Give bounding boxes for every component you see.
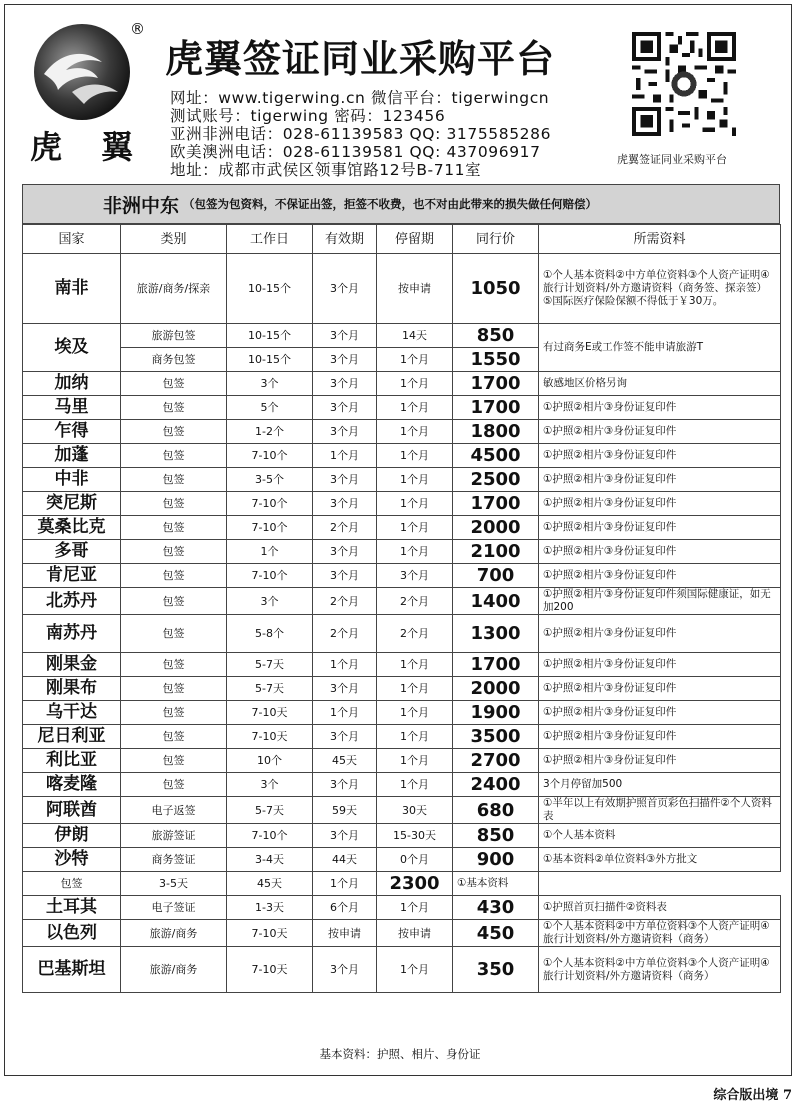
price-cell: 900 [453, 848, 539, 872]
price-cell: 350 [453, 947, 539, 993]
country-cell: 利比亚 [23, 749, 121, 773]
price-cell: 2400 [453, 773, 539, 797]
required-docs-cell: ①护照②相片③身份证复印件 [539, 653, 781, 677]
table-row [23, 444, 781, 468]
workdays-cell: 10-15个 [227, 254, 313, 324]
table-row [23, 372, 781, 396]
column-header: 同行价 [453, 225, 539, 254]
table-row [23, 701, 781, 725]
europe-america-phone-line: 欧美澳洲电话：028-61139581 QQ: 437096917 [170, 143, 541, 161]
country-cell: 喀麦隆 [23, 773, 121, 797]
workdays-cell: 1-3天 [227, 896, 313, 920]
validity-cell: 3个月 [313, 420, 377, 444]
asia-africa-phone-line: 亚洲非洲电话：028-61139583 QQ: 3175585286 [170, 125, 552, 143]
workdays-cell: 10个 [227, 749, 313, 773]
column-header: 所需资料 [539, 225, 781, 254]
table-row [23, 797, 781, 824]
visa-type-cell: 旅游/商务/探亲 [121, 254, 227, 324]
visa-type-cell: 包签 [121, 588, 227, 615]
country-cell: 以色列 [23, 920, 121, 947]
price-cell: 2000 [453, 677, 539, 701]
required-docs-cell: 敏感地区价格另询 [539, 372, 781, 396]
required-docs-cell: ①护照②相片③身份证复印件 [539, 564, 781, 588]
country-cell: 肯尼亚 [23, 564, 121, 588]
country-cell: 马里 [23, 396, 121, 420]
visa-price-table [22, 224, 781, 993]
required-docs-cell: ①个人基本资料②中方单位资料③个人资产证明④旅行计划资料/外方邀请资料（商务签、探亲签）⑤国际医疗保险保额不得低于￥30万。 [539, 254, 781, 324]
stay-cell: 1个月 [377, 701, 453, 725]
visa-type-cell: 包签 [121, 492, 227, 516]
required-docs-cell: ①护照②相片③身份证复印件 [539, 540, 781, 564]
required-docs-cell: ①个人基本资料②中方单位资料③个人资产证明④旅行计划资料/外方邀请资料（商务） [539, 920, 781, 947]
stay-cell: 2个月 [377, 588, 453, 615]
section-header [22, 184, 780, 224]
stay-cell: 1个月 [377, 372, 453, 396]
validity-cell: 45天 [313, 749, 377, 773]
country-cell: 南非 [23, 254, 121, 324]
stay-cell: 1个月 [377, 396, 453, 420]
qr-code-icon [632, 32, 736, 136]
stay-cell: 1个月 [377, 516, 453, 540]
price-cell: 3500 [453, 725, 539, 749]
validity-cell: 3个月 [313, 947, 377, 993]
price-cell: 700 [453, 564, 539, 588]
visa-type-cell: 包签 [121, 653, 227, 677]
validity-cell: 3个月 [313, 324, 377, 348]
required-docs-cell: ①护照②相片③身份证复印件 [539, 677, 781, 701]
workdays-cell: 3个 [227, 588, 313, 615]
table-row [23, 420, 781, 444]
price-cell: 430 [453, 896, 539, 920]
required-docs-cell: ①基本资料 [453, 872, 539, 896]
country-cell: 沙特 [23, 848, 121, 872]
price-cell: 850 [453, 324, 539, 348]
required-docs-cell: 有过商务E或工作签不能申请旅游T [539, 324, 781, 372]
table-row [23, 615, 781, 653]
stay-cell: 按申请 [377, 254, 453, 324]
price-cell: 1400 [453, 588, 539, 615]
workdays-cell: 7-10天 [227, 701, 313, 725]
validity-cell: 3个月 [313, 824, 377, 848]
country-cell: 阿联酋 [23, 797, 121, 824]
validity-cell: 3个月 [313, 540, 377, 564]
validity-cell: 59天 [313, 797, 377, 824]
price-cell: 2500 [453, 468, 539, 492]
stay-cell: 1个月 [377, 420, 453, 444]
visa-type-cell: 商务签证 [121, 848, 227, 872]
stay-cell: 15-30天 [377, 824, 453, 848]
column-header: 工作日 [227, 225, 313, 254]
stay-cell: 1个月 [377, 677, 453, 701]
table-row [23, 564, 781, 588]
section-note: （包签为包资料，不保证出签，拒签不收费，也不对由此带来的损失做任何赔偿） [183, 197, 598, 211]
visa-type-cell: 包签 [121, 444, 227, 468]
table-row [23, 896, 781, 920]
table-row [23, 824, 781, 848]
price-cell: 2300 [377, 872, 453, 896]
validity-cell: 3个月 [313, 254, 377, 324]
stay-cell: 1个月 [377, 468, 453, 492]
column-header: 类别 [121, 225, 227, 254]
table-row [23, 492, 781, 516]
table-row [23, 540, 781, 564]
required-docs-cell: ①个人基本资料②中方单位资料③个人资产证明④旅行计划资料/外方邀请资料（商务） [539, 947, 781, 993]
price-cell: 850 [453, 824, 539, 848]
visa-type-cell: 旅游签证 [121, 824, 227, 848]
country-cell: 加纳 [23, 372, 121, 396]
validity-cell: 1个月 [313, 444, 377, 468]
stay-cell: 3个月 [377, 564, 453, 588]
price-cell: 4500 [453, 444, 539, 468]
country-cell: 埃及 [23, 324, 121, 372]
required-docs-cell: ①护照②相片③身份证复印件 [539, 701, 781, 725]
visa-type-cell: 包签 [121, 468, 227, 492]
validity-cell: 3个月 [313, 492, 377, 516]
country-cell: 刚果金 [23, 653, 121, 677]
table-row [23, 588, 781, 615]
column-header: 国家 [23, 225, 121, 254]
country-cell: 南苏丹 [23, 615, 121, 653]
country-cell: 中非 [23, 468, 121, 492]
validity-cell: 2个月 [313, 588, 377, 615]
workdays-cell: 7-10个 [227, 824, 313, 848]
validity-cell: 按申请 [313, 920, 377, 947]
table-row [23, 848, 781, 872]
stay-cell: 1个月 [377, 444, 453, 468]
stay-cell: 1个月 [313, 872, 377, 896]
stay-cell: 1个月 [377, 540, 453, 564]
table-row [23, 254, 781, 324]
visa-type-cell: 包签 [121, 701, 227, 725]
price-cell: 1900 [453, 701, 539, 725]
workdays-cell: 10-15个 [227, 348, 313, 372]
validity-cell: 6个月 [313, 896, 377, 920]
workdays-cell: 5-7天 [227, 653, 313, 677]
visa-type-cell: 包签 [121, 540, 227, 564]
stay-cell: 0个月 [377, 848, 453, 872]
price-cell: 1300 [453, 615, 539, 653]
required-docs-cell: 3个月停留加500 [539, 773, 781, 797]
workdays-cell: 3-5天 [121, 872, 227, 896]
workdays-cell: 3个 [227, 773, 313, 797]
required-docs-cell: ①护照②相片③身份证复印件 [539, 749, 781, 773]
address-line: 地址：成都市武侯区领事馆路12号B-711室 [170, 161, 482, 179]
country-cell: 加蓬 [23, 444, 121, 468]
stay-cell: 30天 [377, 797, 453, 824]
country-cell: 尼日利亚 [23, 725, 121, 749]
required-docs-cell: ①护照②相片③身份证复印件 [539, 396, 781, 420]
required-docs-cell: ①护照首页扫描件②资料表 [539, 896, 781, 920]
tiger-wing-logo-icon [32, 22, 132, 122]
validity-cell: 3个月 [313, 372, 377, 396]
table-row [23, 947, 781, 993]
stay-cell: 1个月 [377, 653, 453, 677]
workdays-cell: 7-10个 [227, 564, 313, 588]
section-name: 非洲中东 [103, 194, 180, 217]
visa-type-cell: 包签 [121, 420, 227, 444]
stay-cell: 14天 [377, 324, 453, 348]
price-cell: 1700 [453, 396, 539, 420]
visa-type-cell: 包签 [121, 773, 227, 797]
validity-cell: 3个月 [313, 773, 377, 797]
table-row [23, 324, 781, 348]
visa-type-cell: 旅游包签 [121, 324, 227, 348]
price-cell: 2000 [453, 516, 539, 540]
validity-cell: 44天 [313, 848, 377, 872]
visa-type-cell: 电子签证 [121, 896, 227, 920]
registered-mark: ® [130, 20, 145, 38]
visa-type-cell: 包签 [121, 372, 227, 396]
workdays-cell: 5个 [227, 396, 313, 420]
country-cell: 巴基斯坦 [23, 947, 121, 993]
test-account-line: 测试账号：tigerwing 密码：123456 [170, 107, 446, 125]
country-cell: 莫桑比克 [23, 516, 121, 540]
required-docs-cell: ①护照②相片③身份证复印件 [539, 725, 781, 749]
basic-docs-note: 基本资料：护照、相片、身份证 [319, 1047, 481, 1061]
validity-cell: 1个月 [313, 701, 377, 725]
logo-text: 虎 翼 [30, 128, 148, 166]
table-row [23, 773, 781, 797]
stay-cell: 1个月 [377, 348, 453, 372]
table-row [23, 516, 781, 540]
required-docs-cell: ①半年以上有效期护照首页彩色扫描件②个人资料表 [539, 797, 781, 824]
required-docs-cell: ①护照②相片③身份证复印件 [539, 444, 781, 468]
price-cell: 2100 [453, 540, 539, 564]
workdays-cell: 7-10天 [227, 725, 313, 749]
visa-type-cell: 包签 [121, 516, 227, 540]
country-cell: 刚果布 [23, 677, 121, 701]
workdays-cell: 7-10个 [227, 492, 313, 516]
visa-type-cell: 包签 [121, 677, 227, 701]
price-cell: 680 [453, 797, 539, 824]
validity-cell: 3个月 [313, 396, 377, 420]
price-cell: 450 [453, 920, 539, 947]
workdays-cell: 1个 [227, 540, 313, 564]
required-docs-cell: ①护照②相片③身份证复印件 [539, 468, 781, 492]
country-cell: 北苏丹 [23, 588, 121, 615]
visa-type-cell: 包签 [121, 749, 227, 773]
price-cell: 1550 [453, 348, 539, 372]
required-docs-cell: ①护照②相片③身份证复印件须国际健康证，如无加200 [539, 588, 781, 615]
visa-type-cell: 包签 [121, 396, 227, 420]
validity-cell: 2个月 [313, 615, 377, 653]
workdays-cell: 7-10天 [227, 947, 313, 993]
workdays-cell: 3-4天 [227, 848, 313, 872]
price-cell: 1700 [453, 492, 539, 516]
visa-type-cell: 旅游/商务 [121, 947, 227, 993]
required-docs-cell: ①护照②相片③身份证复印件 [539, 615, 781, 653]
workdays-cell: 5-7天 [227, 797, 313, 824]
workdays-cell: 5-7天 [227, 677, 313, 701]
page-footer: 综合版出境 7 [713, 1088, 792, 1103]
visa-type-cell: 包签 [23, 872, 121, 896]
price-cell: 1700 [453, 653, 539, 677]
visa-type-cell: 电子返签 [121, 797, 227, 824]
stay-cell: 2个月 [377, 615, 453, 653]
workdays-cell: 3-5个 [227, 468, 313, 492]
visa-type-cell: 包签 [121, 725, 227, 749]
table-row [23, 677, 781, 701]
stay-cell: 1个月 [377, 773, 453, 797]
validity-cell: 3个月 [313, 348, 377, 372]
visa-type-cell: 包签 [121, 564, 227, 588]
visa-type-cell: 包签 [121, 615, 227, 653]
country-cell: 多哥 [23, 540, 121, 564]
workdays-cell: 7-10天 [227, 920, 313, 947]
workdays-cell: 1-2个 [227, 420, 313, 444]
stay-cell: 1个月 [377, 725, 453, 749]
stay-cell: 1个月 [377, 896, 453, 920]
stay-cell: 1个月 [377, 947, 453, 993]
table-row [23, 468, 781, 492]
country-cell: 土耳其 [23, 896, 121, 920]
qr-caption: 虎翼签证同业采购平台 [617, 153, 727, 166]
validity-cell: 1个月 [313, 653, 377, 677]
stay-cell: 1个月 [377, 492, 453, 516]
country-cell: 伊朗 [23, 824, 121, 848]
workdays-cell: 7-10个 [227, 444, 313, 468]
table-row [23, 725, 781, 749]
validity-cell: 3个月 [313, 468, 377, 492]
stay-cell: 1个月 [377, 749, 453, 773]
website-line: 网址：www.tigerwing.cn 微信平台：tigerwingcn [170, 89, 550, 107]
table-row [23, 653, 781, 677]
price-cell: 2700 [453, 749, 539, 773]
required-docs-cell: ①护照②相片③身份证复印件 [539, 516, 781, 540]
validity-cell: 2个月 [313, 516, 377, 540]
required-docs-cell: ①护照②相片③身份证复印件 [539, 420, 781, 444]
required-docs-cell: ①基本资料②单位资料③外方批文 [539, 848, 781, 872]
workdays-cell: 10-15个 [227, 324, 313, 348]
visa-type-cell: 商务包签 [121, 348, 227, 372]
validity-cell: 3个月 [313, 725, 377, 749]
validity-cell: 3个月 [313, 564, 377, 588]
required-docs-cell: ①护照②相片③身份证复印件 [539, 492, 781, 516]
table-row [23, 749, 781, 773]
workdays-cell: 5-8个 [227, 615, 313, 653]
validity-cell: 45天 [227, 872, 313, 896]
table-row [23, 920, 781, 947]
visa-type-cell: 旅游/商务 [121, 920, 227, 947]
country-cell: 突尼斯 [23, 492, 121, 516]
price-cell: 1700 [453, 372, 539, 396]
country-cell: 乍得 [23, 420, 121, 444]
workdays-cell: 7-10个 [227, 516, 313, 540]
workdays-cell: 3个 [227, 372, 313, 396]
table-row [23, 872, 781, 896]
stay-cell: 按申请 [377, 920, 453, 947]
price-cell: 1800 [453, 420, 539, 444]
table-row [23, 396, 781, 420]
column-header: 有效期 [313, 225, 377, 254]
country-cell: 乌干达 [23, 701, 121, 725]
column-header: 停留期 [377, 225, 453, 254]
table-header-row [23, 225, 781, 254]
page-title: 虎翼签证同业采购平台 [165, 37, 556, 81]
required-docs-cell: ①个人基本资料 [539, 824, 781, 848]
validity-cell: 3个月 [313, 677, 377, 701]
price-cell: 1050 [453, 254, 539, 324]
